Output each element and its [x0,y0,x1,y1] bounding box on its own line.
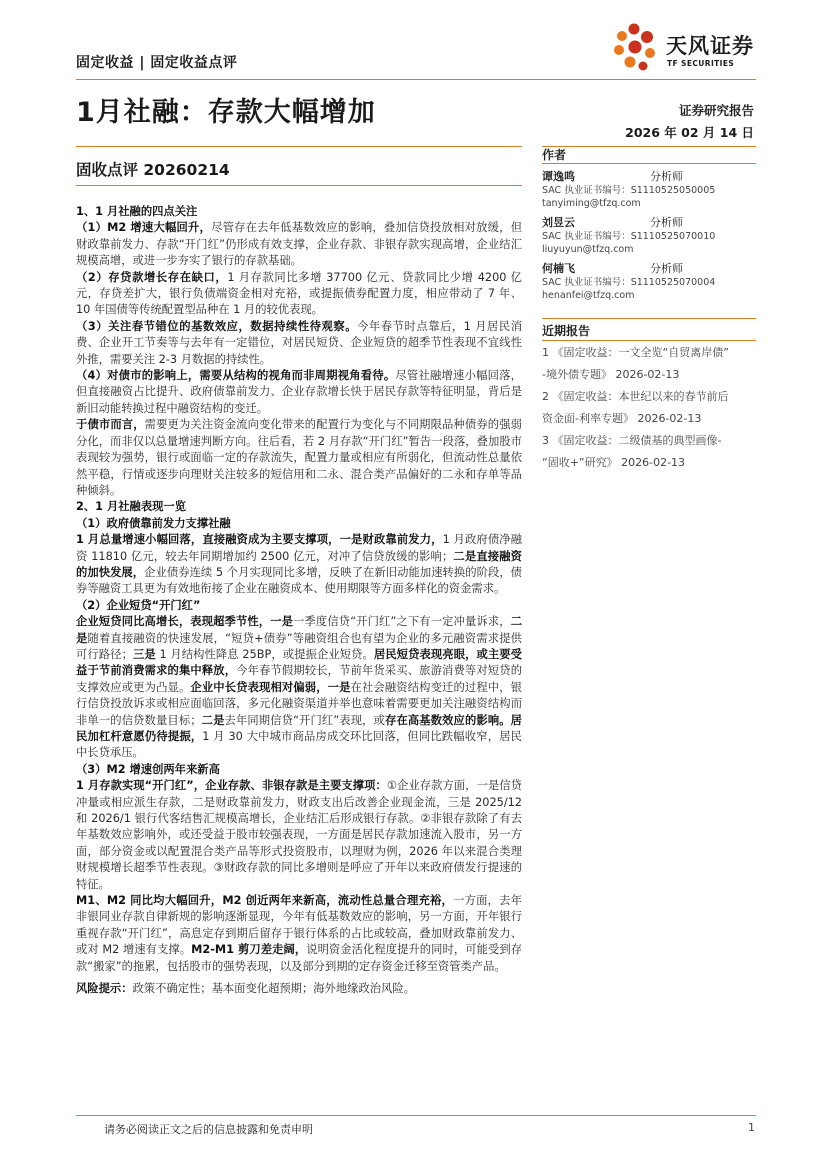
author-name: 何楠飞 [542,262,575,275]
paragraph: 企业短贷同比高增长，表现超季节性，一是一季度信贷“开门红”之下有一定冲量诉求，二是随着直接融资的快速发展，“短贷+债券”等融资组合也有望为企业的多元融资需求提供可行路径；三是 1 月结构性降息 25BP，或提振企业短贷。居民短贷表现亮眼，或主要受益于节前消费需求的集中释放，今年春节假期较长，节前年货采买、旅游消费等对短贷的支撑效应或更为凸显。企业中长贷表现相对偏弱，一是在社会融资结构变迁的过程中，银行信贷投放诉求或相应面临回落，多元化融资渠道并举也意味着需要更加关注融资结构而非单一的信贷数量目标；二是去年同期信贷“开门红”表现，或存在高基数效应的影响。居民加杠杆意愿仍待提振，1 月 30 大中城市商品房成交环比回落，但同比跌幅收窄，居民中长贷承压。 [76,615,522,760]
author-name: 刘昱云 [542,216,575,229]
risk-warning: 风险提示：政策不确定性；基本面变化超预期；海外地缘政治风险。 [76,982,415,996]
paragraph: M1、M2 同比均大幅回升，M2 创近两年来新高，流动性总量合理充裕，一方面，去年非银同业存款自律新规的影响逐渐显现，今年有低基数效应的影响，另一方面，开年银行重视存款“开门红”，高息定存到期后留存于银行体系的占比或较高，叠加财政靠前发力、或对 M2 增速有支撑。M2-M1 剪刀差走阔，说明资金活化程度提升的同时，可能受到存款“搬家”的拖累，包括股市的强势表现，以及部分到期的定存资金迁移至资管类产品。 [76,894,522,973]
author-role: 分析师 [650,262,683,275]
author-name: 谭逸鸣 [542,170,575,183]
paragraph: 1 月总量增速小幅回落，直接融资成为主要支撑项，一是财政靠前发力，1 月政府债净融资 11810 亿元，较去年同期增加约 2500 亿元，对冲了信贷放缓的影响；二是直接融资的加快发展，企业债券连续 5 个月实现同比多增，反映了在新旧动能加速转换的阶段，债券等融资工具更为有效地衔接了企业在融资成本、使用期限等方面多样化的资金需求。 [76,533,523,596]
paragraph: （1）M2 增速大幅回升，尽管存在去年低基数效应的影响，叠加信贷投放相对放缓，但财政靠前发力、存款“开门红”仍形成有效支撑，企业存款、非银存款实现高增，企业结汇规模高增，或进一步夯实了银行的存款基础。 [76,221,522,268]
recent-report-item[interactable] [542,342,758,386]
report-date: 2026 年 02 月 14 日 [625,125,754,140]
report-category: 固定收益 | 固定收益点评 [76,55,238,71]
paragraph: 1 月存款实现“开门红”，企业存款、非银存款是主要支撑项：①企业存款方面，一是信贷冲量或相应派生存款，二是财政靠前发力，财政支出后改善企业现金流，三是 2025/12 和 2026/1 银行代客结售汇规模高增长，企业结汇后形成银行存款。②非银存款除了有去年基数效应影响外，或还受益于股市较强表现，一方面是居民存款加速流入股市，另一方面，部分资金或以配置混合类产品等形式投资股市，以理财为例，2026 年以来混合类理财规模增长超季节性表现。③财政存款的同比多增则是呼应了开年以来政府债发行提速的特征。 [76,779,522,891]
recent-report-line: “固收+”研究》 2026-02-13 [542,456,686,469]
author-email[interactable]: liuyuyun@tfzq.com [542,244,634,255]
page-title: 1月社融：存款大幅增加 [76,97,376,128]
author-entry [542,260,752,302]
authors-section [542,146,752,163]
recent-report-list [542,342,758,474]
subsection-heading: （3）M2 增速创两年来新高 [76,762,220,776]
report-subtitle: 固收点评 20260214 [76,161,230,179]
author-entry [542,214,752,256]
section-heading: 2、1 月社融表现一览 [76,500,187,514]
subsection-heading: （2）企业短贷“开门红” [76,598,201,612]
author-role: 分析师 [650,170,683,183]
report-type: 证券研究报告 [678,103,754,118]
report-body [76,204,522,998]
author-email[interactable]: henanfei@tfzq.com [542,290,635,301]
recent-report-line: 3 《固定收益：二级债基的典型画像- [542,434,722,447]
brand-name: 天风证券 [666,34,754,58]
paragraph: （2）存贷款增长存在缺口，1 月存款同比多增 37700 亿元、贷款同比少增 4200 亿元，存贷差扩大，银行负债端资金相对充裕，或提振债券配置力度，相应带动了 7 年、10 年国债等传统配置型品种在 1 月的较优表现。 [76,270,522,317]
paragraph: （4）对债市的影响上，需要从结构的视角而非周期视角看待。尽管社融增速小幅回落，但直接融资占比提升、政府债靠前发力、企业存款增长快于居民存款等特征明显，背后是新旧动能转换过程中融资结构的变迁。 [76,369,522,415]
footer-disclaimer: 请务必阅读正文之后的信息披露和免责申明 [104,1123,313,1136]
author-email[interactable]: tanyiming@tfzq.com [542,198,641,209]
author-cert: SAC 执业证书编号：S1110525070010 [542,231,716,242]
paragraph: 于债市而言，需要更为关注资金流向变化带来的配置行为变化与不同期限品种债券的强弱分化，而非仅以总量增速判断方向。往后看，若 2 月存款“开门红”暂告一段落，叠加股市表现较为强势，银行或面临一定的存款流失，配置力量或相应有所弱化，但流动性总量依然平稳，行情或逐步向理财关注较多的短信用和二永、混合类产品偏好的二永和存单等品种倾斜。 [76,418,522,497]
author-list [542,168,752,306]
section-heading: 1、1 月社融的四点关注 [76,205,198,218]
author-entry [542,168,752,210]
recent-report-line: -境外债专题》 2026-02-13 [542,368,680,381]
footer-divider [76,1115,756,1116]
header-divider [76,79,756,80]
author-role: 分析师 [650,216,683,229]
author-cert: SAC 执业证书编号：S1110525050005 [542,185,716,196]
recent-report-line: 1 《固定收益：一文全览“自贸离岸债” [542,346,729,359]
recent-heading-divider [542,340,756,341]
subtitle-divider [76,185,522,186]
title-divider [76,146,522,147]
author-heading-divider [542,163,756,164]
recent-report-line: 资金面-利率专题》 2026-02-13 [542,412,702,425]
paragraph: （3）关注春节错位的基数效应，数据持续性待观察。今年春节时点靠后，1 月居民消费、企业开工节奏等与去年有一定错位，对居民短贷、企业短贷的超季节性表现不宜线性外推，需要关注 2-3 月数据的持续性。 [76,319,522,366]
author-cert: SAC 执业证书编号：S1110525070004 [542,277,716,288]
recent-report-item[interactable] [542,386,758,430]
authors-heading: 作者 [542,148,567,162]
recent-reports-heading: 近期报告 [542,324,591,338]
recent-heading-wrap [542,322,752,339]
recent-report-item[interactable] [542,430,758,474]
brand-name-en: TF SECURITIES [667,59,735,68]
recent-report-line: 2 《固定收益：本世纪以来的春节前后 [542,390,729,403]
recent-top-divider [542,318,756,319]
tf-logo-icon [610,20,668,78]
page-number: 1 [748,1121,755,1134]
subsection-heading: （1）政府债靠前发力支撑社融 [76,516,231,530]
